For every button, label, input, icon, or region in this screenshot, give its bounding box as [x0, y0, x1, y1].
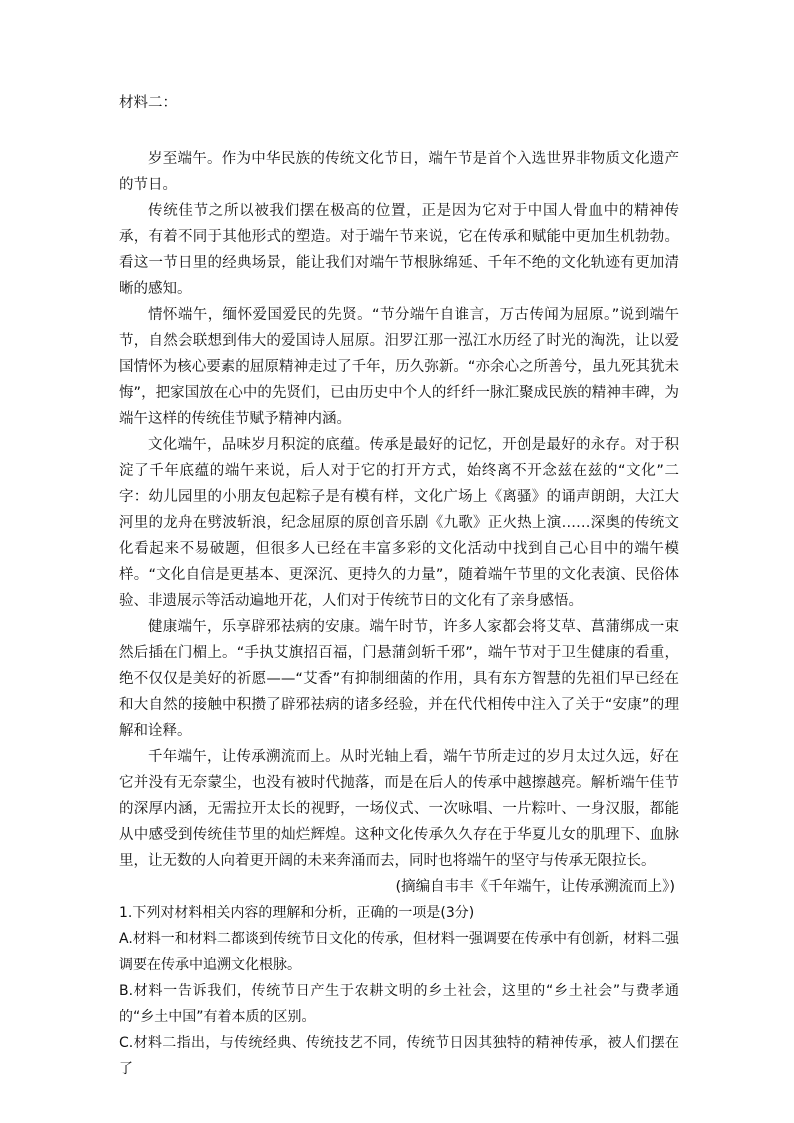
option-a: A.材料一和材料二都谈到传统节日文化的传承，但材料一强调要在传承中有创新，材料二强调要在传承中追溯文化根脉。	[119, 931, 679, 973]
question-stem: 1.下列对材料相关内容的理解和分析，正确的一项是(3分)	[119, 905, 475, 921]
paragraph-health: 健康端午，乐享辟邪祛病的安康。端午时节，许多人家都会将艾草、菖蒲绑成一束然后插在门楣上。“手执艾旗招百福，门悬蒲剑斩千邪”，端午节对于卫生健康的看重，绝不仅仅是美好的祈愿——“艾香”有抑制细菌的作用，具有东方智慧的先祖们早已经在和大自然的接触中积攒了辟邪祛病的诸多经验，并在代代相传中注入了关于“安康”的理解和诠释。	[119, 619, 679, 739]
paragraph-tradition: 传统佳节之所以被我们摆在极高的位置，正是因为它对于中国人骨血中的精神传承，有着不同于其他形式的塑造。对于端午节来说，它在传承和赋能中更加生机勃勃。看这一节日里的经典场景，能让我们对端午节根脉绵延、千年不绝的文化轨迹有更加清晰的感知。	[119, 203, 679, 297]
paragraph-culture: 文化端午，品味岁月积淀的底蕴。传承是最好的记忆，开创是最好的永存。对于积淀了千年底蕴的端午来说，后人对于它的打开方式，始终离不开念兹在兹的“文化”二字：幼儿园里的小朋友包起粽子是有模有样，文化广场上《离骚》的诵声朗朗，大江大河里的龙舟在劈波斩浪，纪念屈原的原创音乐剧《九歌》正火热上演……深奥的传统文化看起来不易破题，但很多人已经在丰富多彩的文化活动中找到自己心目中的端午模样。“文化自信是更基本、更深沉、更持久的力量”，随着端午节里的文化表演、民俗体验、非遗展示等活动遍地开花，人们对于传统节日的文化有了亲身感悟。	[119, 437, 679, 609]
source-citation: (摘编自韦丰《千年端午，让传承溯流而上》)	[395, 879, 675, 895]
paragraph-intro: 岁至端午。作为中华民族的传统文化节日，端午节是首个入选世界非物质文化遗产的节日。	[119, 151, 679, 193]
article-body	[119, 146, 679, 1082]
paragraph-sentiment: 情怀端午，缅怀爱国爱民的先贤。“节分端午自谁言，万古传闻为屈原。”说到端午节，自然会联想到伟大的爱国诗人屈原。汨罗江那一泓江水历经了时光的淘洗，让以爱国情怀为核心要素的屈原精神走过了千年，历久弥新。“亦余心之所善兮，虽九死其犹未悔”，把家国放在心中的先贤们，已由历史中个人的纤纤一脉汇聚成民族的精神丰碑，为端午这样的传统佳节赋予精神内涵。	[119, 307, 679, 427]
paragraph-millennium: 千年端午，让传承溯流而上。从时光轴上看，端午节所走过的岁月太过久远，好在它并没有无奈蒙尘，也没有被时代抛落，而是在后人的传承中越擦越亮。解析端午佳节的深厚内涵，无需拉开太长的视野，一场仪式、一次咏唱、一片粽叶、一身汉服，都能从中感受到传统佳节里的灿烂辉煌。这种文化传承久久存在于华夏儿女的肌理下、血脉里，让无数的人向着更开阔的未来奔涌而去，同时也将端午的坚守与传承无限拉长。	[119, 749, 679, 869]
material-heading: 材料二：	[119, 95, 177, 111]
option-b: B.材料一告诉我们，传统节日产生于农耕文明的乡土社会，这里的“乡土社会”与费孝通的“乡土中国”有着本质的区别。	[119, 983, 679, 1025]
option-c: C.材料二指出，与传统经典、传统技艺不同，传统节日因其独特的精神传承，被人们摆在了	[119, 1035, 679, 1077]
